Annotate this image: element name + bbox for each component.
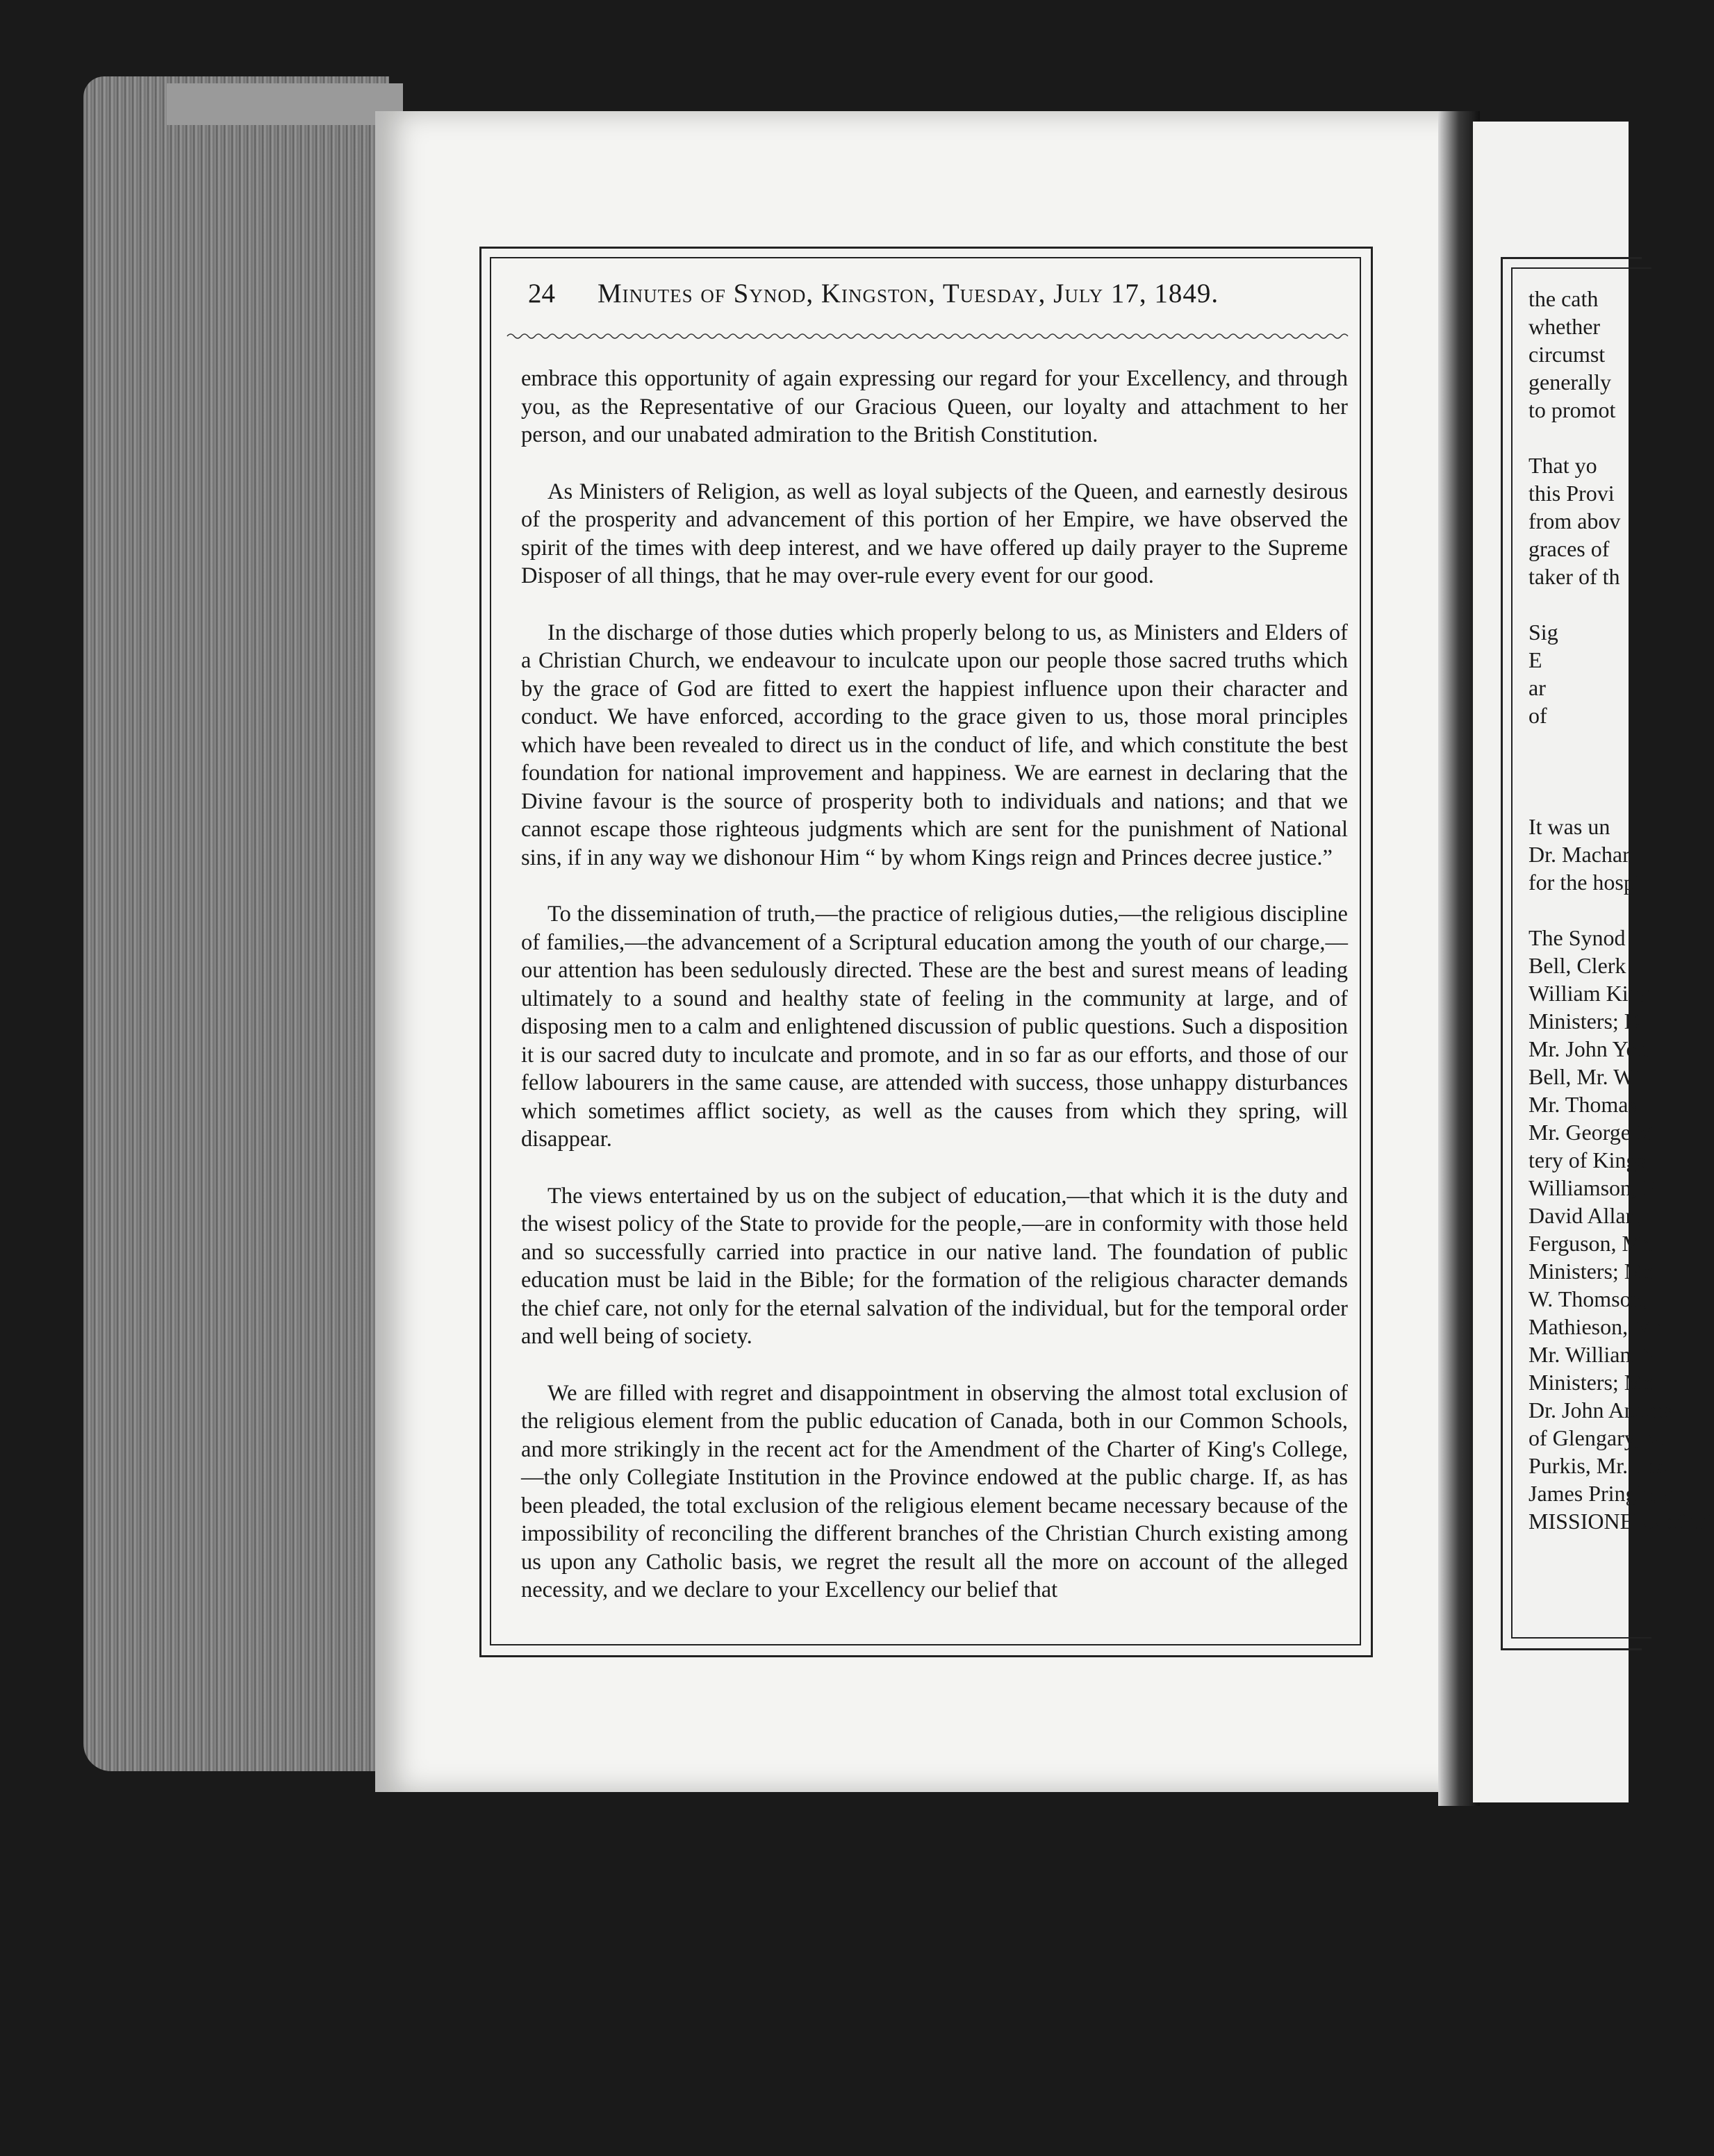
- paragraph: The views entertained by us on the subject of education,—that which it is the duty and the wisest policy of the State to provide for the people,—are in conformity with those held and so successfully carried into practice in our native land. The foundation of public education must be laid in the Bible; for the formation of the religious character demands the chief care, not only for the eternal salvation of the individual, but for the temporal order and well being of society.: [521, 1183, 1348, 1349]
- right-page-line: generally: [1528, 370, 1612, 395]
- right-page-line: [1528, 729, 1640, 757]
- right-page-line: It was un: [1528, 814, 1610, 839]
- wavy-rule: [507, 332, 1348, 340]
- right-page-line: Ministers; Mr.: [1528, 1370, 1656, 1395]
- right-page-line: this Provi: [1528, 481, 1615, 506]
- right-page-line: W. Thomson,: [1528, 1286, 1648, 1311]
- right-page-text: [1528, 285, 1714, 1535]
- right-page-line: Mr. John You: [1528, 1036, 1649, 1061]
- right-page-line: Williamson, P: [1528, 1175, 1655, 1200]
- right-page-line: from abov: [1528, 508, 1621, 533]
- right-page-line: Sig: [1528, 620, 1558, 645]
- running-head: Minutes of Synod, Kingston, Tuesday, July 17, 1849.: [598, 279, 1219, 308]
- right-page-line: E: [1528, 647, 1542, 672]
- right-page-line: Mathieson, Mr.: [1528, 1314, 1665, 1339]
- paragraph: As Ministers of Religion, as well as loyal subjects of the Queen, and earnestly desirous of the prosperity and advancement of this portion of her Empire, we have observed the spirit of the times with deep interest, and we have offered up daily prayer to the Supreme Disposer of all things, that he may over-rule every event for our good.: [521, 479, 1348, 588]
- right-page-line: The Synod: [1528, 925, 1626, 950]
- page-header: [528, 278, 1348, 320]
- book-page-edges-top: [167, 83, 403, 125]
- right-page-line: [1528, 590, 1640, 618]
- right-page-line: to promot: [1528, 397, 1616, 422]
- right-page-line: [1528, 785, 1640, 813]
- right-page-line: Ferguson, Mr.: [1528, 1231, 1654, 1256]
- paragraph: embrace this opportunity of again expressing our regard for your Excellency, and through you, as the Representative of our Gracious Queen, our loyalty and attachment to her person, and our unabated admiration to the British Constitution.: [521, 366, 1348, 447]
- right-page-line: [1528, 424, 1640, 451]
- right-page-line: Bell, Clerk: [1528, 953, 1626, 978]
- paragraph: We are filled with regret and disappointment in observing the almost total exclusion of the religious element from the public education of Canada, both in our Common Schools, and more strikingly in the recent act for the Amendment of the Charter of King's College,—the only Collegiate Institution in the Province endowed at the public charge. If, as has been pleaded, the total exclusion of the religious element became necessary because of the impossibility of reconciling the different branches of the Christian Church existing among us upon any Catholic basis, we regret the result all the more on account of the alleged necessity, and we declare to your Excellency our belief that: [521, 1380, 1348, 1602]
- right-page-line: [1528, 896, 1640, 924]
- right-page-line: Mr. Thomas: [1528, 1092, 1637, 1117]
- book-page-edges: [83, 76, 389, 1771]
- right-page-line: of Glengary, M: [1528, 1425, 1665, 1450]
- right-page-line: William King: [1528, 981, 1651, 1006]
- paragraph: In the discharge of those duties which properly belong to us, as Ministers and Elders of a Christian Church, we endeavour to inculcate upon our people those sacred truths which by the grace of God are fitted to exert the happiest influence upon their character and conduct. We have enforced, according to the grace given to us, those moral principles which have been revealed to direct us in the conduct of life, and which constitute the best foundation for national improvement and happiness. We are earnest in declaring that the Divine favour is the source of prosperity both to individuals and nations; and that we cannot escape those righteous judgments which are sent for the punishment of National sins, if in any way we dishonour Him “ by whom Kings reign and Princes decree justice.”: [521, 620, 1348, 870]
- right-page-line: circumst: [1528, 342, 1606, 367]
- right-page-line: Ministers; D: [1528, 1009, 1640, 1034]
- body-text: [521, 365, 1348, 1633]
- right-page-line: the cath: [1528, 286, 1599, 311]
- right-page-line: [1528, 757, 1640, 785]
- right-page-line: tery of Kings: [1528, 1147, 1646, 1172]
- page-number: 24: [528, 279, 555, 308]
- right-page-line: ar: [1528, 675, 1546, 700]
- right-page-line: That yo: [1528, 453, 1597, 478]
- right-page-line: Dr. John Anders: [1528, 1398, 1673, 1423]
- right-page-line: of: [1528, 703, 1547, 728]
- right-page-line: MISSIONERS of thi: [1528, 1509, 1714, 1534]
- right-page-line: whether: [1528, 314, 1601, 339]
- right-page-line: Mr. William Si: [1528, 1342, 1662, 1367]
- right-page-line: Ministers; Mr.: [1528, 1259, 1656, 1284]
- right-page-line: Bell, Mr. Wil: [1528, 1064, 1646, 1089]
- right-page-line: taker of th: [1528, 564, 1620, 589]
- right-page-line: graces of: [1528, 536, 1610, 561]
- right-page-line: for the hospi: [1528, 870, 1641, 895]
- paragraph: To the dissemination of truth,—the practice of religious duties,—the religious discipline of families,—the advancement of a Scriptural education among the youth of our charge,—our attention has been sedulously directed. These are the best and surest means of leading ultimately to a sound and healthy state of feeling in the community at large, and of disposing men to a calm and enlightened discussion of public questions. Such a disposition it is our sacred duty to inculcate and promote, and in so far as our efforts, and those of our fellow labourers in the same cause, are attended with success, those unhappy disturbances which sometimes afflict society, as well as the causes from which they spring, will disappear.: [521, 902, 1348, 1152]
- right-page-line: Dr. Machar: [1528, 842, 1630, 867]
- right-page-line: David Allan,: [1528, 1203, 1642, 1228]
- right-page-line: Purkis, Mr. Tho: [1528, 1453, 1670, 1478]
- right-page-line: Mr. George M: [1528, 1120, 1656, 1145]
- right-page-line: James Pringle, a: [1528, 1481, 1674, 1506]
